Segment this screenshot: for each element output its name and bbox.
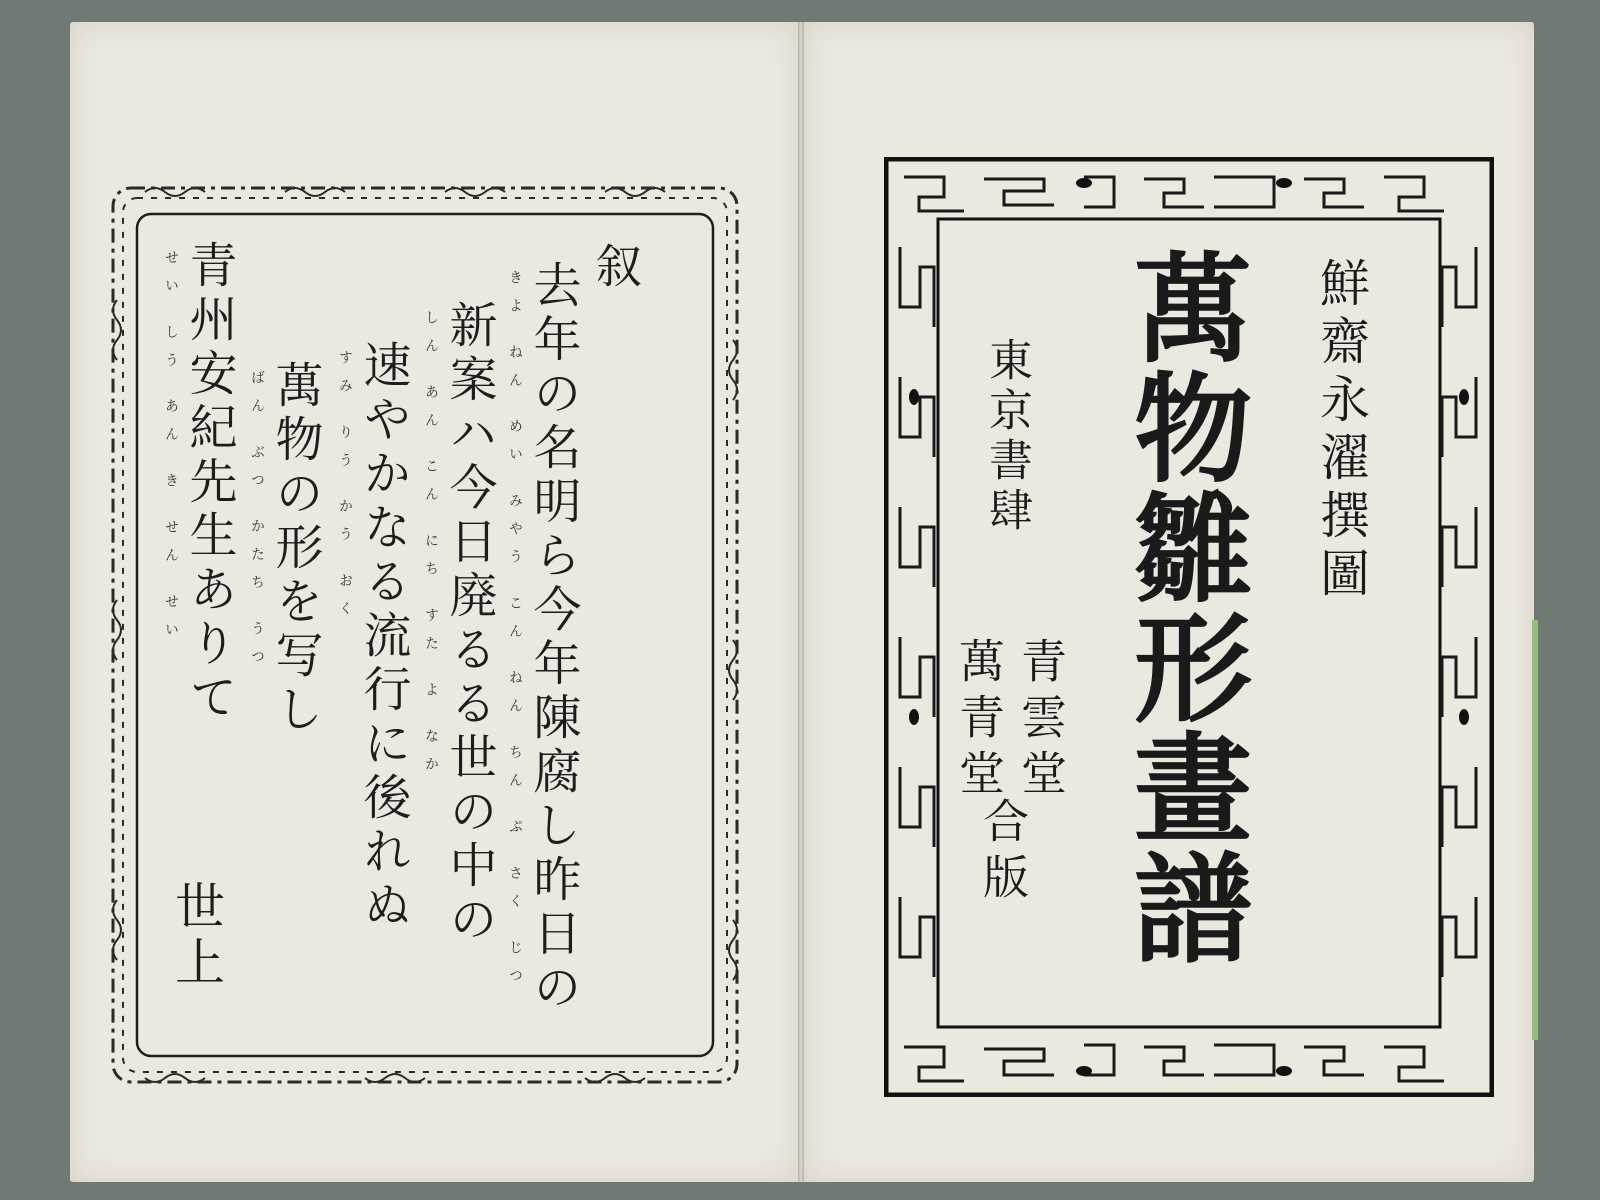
ruby-column-3: すみ りう かう おく — [337, 350, 353, 630]
publisher-seiundo: 青雲堂 — [1014, 637, 1068, 805]
book-title: 萬物雛形畫譜 — [1114, 247, 1253, 967]
publisher-label: 東京書肆 — [981, 337, 1032, 537]
ruby-column-1: きよ ねん めい みやう こん ねん ちん ぷ さく じつ — [507, 270, 523, 997]
ruby-column-5: せい しう あん き せん せい — [163, 250, 179, 651]
preface-heading: 叙 — [589, 242, 643, 294]
preface-column-5: 青州安紀先生ありて — [181, 240, 237, 726]
cover-edge — [1532, 620, 1538, 1040]
preface-frame — [105, 180, 745, 1090]
preface-column-1: 去年の名明ら今年陳腐し昨日の — [525, 260, 581, 1016]
author-credit: 鮮齋永濯撰圖 — [1312, 257, 1370, 605]
publisher-banseido: 萬青堂 — [952, 637, 1006, 805]
title-frame — [884, 157, 1494, 1097]
preface-column-3: 速やかなる流行に後れぬ — [355, 340, 411, 934]
preface-column-2: 新案ハ今日廃るる世の中の — [441, 300, 497, 948]
preface-signature: 世上 — [167, 880, 225, 992]
preface-column-4: 萬物の形を写し — [267, 360, 323, 738]
ruby-column-4: ばん ぶつ かたち うつ — [249, 370, 265, 678]
ruby-column-2: しん あん こん にち すた よ なか — [423, 310, 439, 785]
joint-edition-label: 合版 — [976, 797, 1030, 909]
